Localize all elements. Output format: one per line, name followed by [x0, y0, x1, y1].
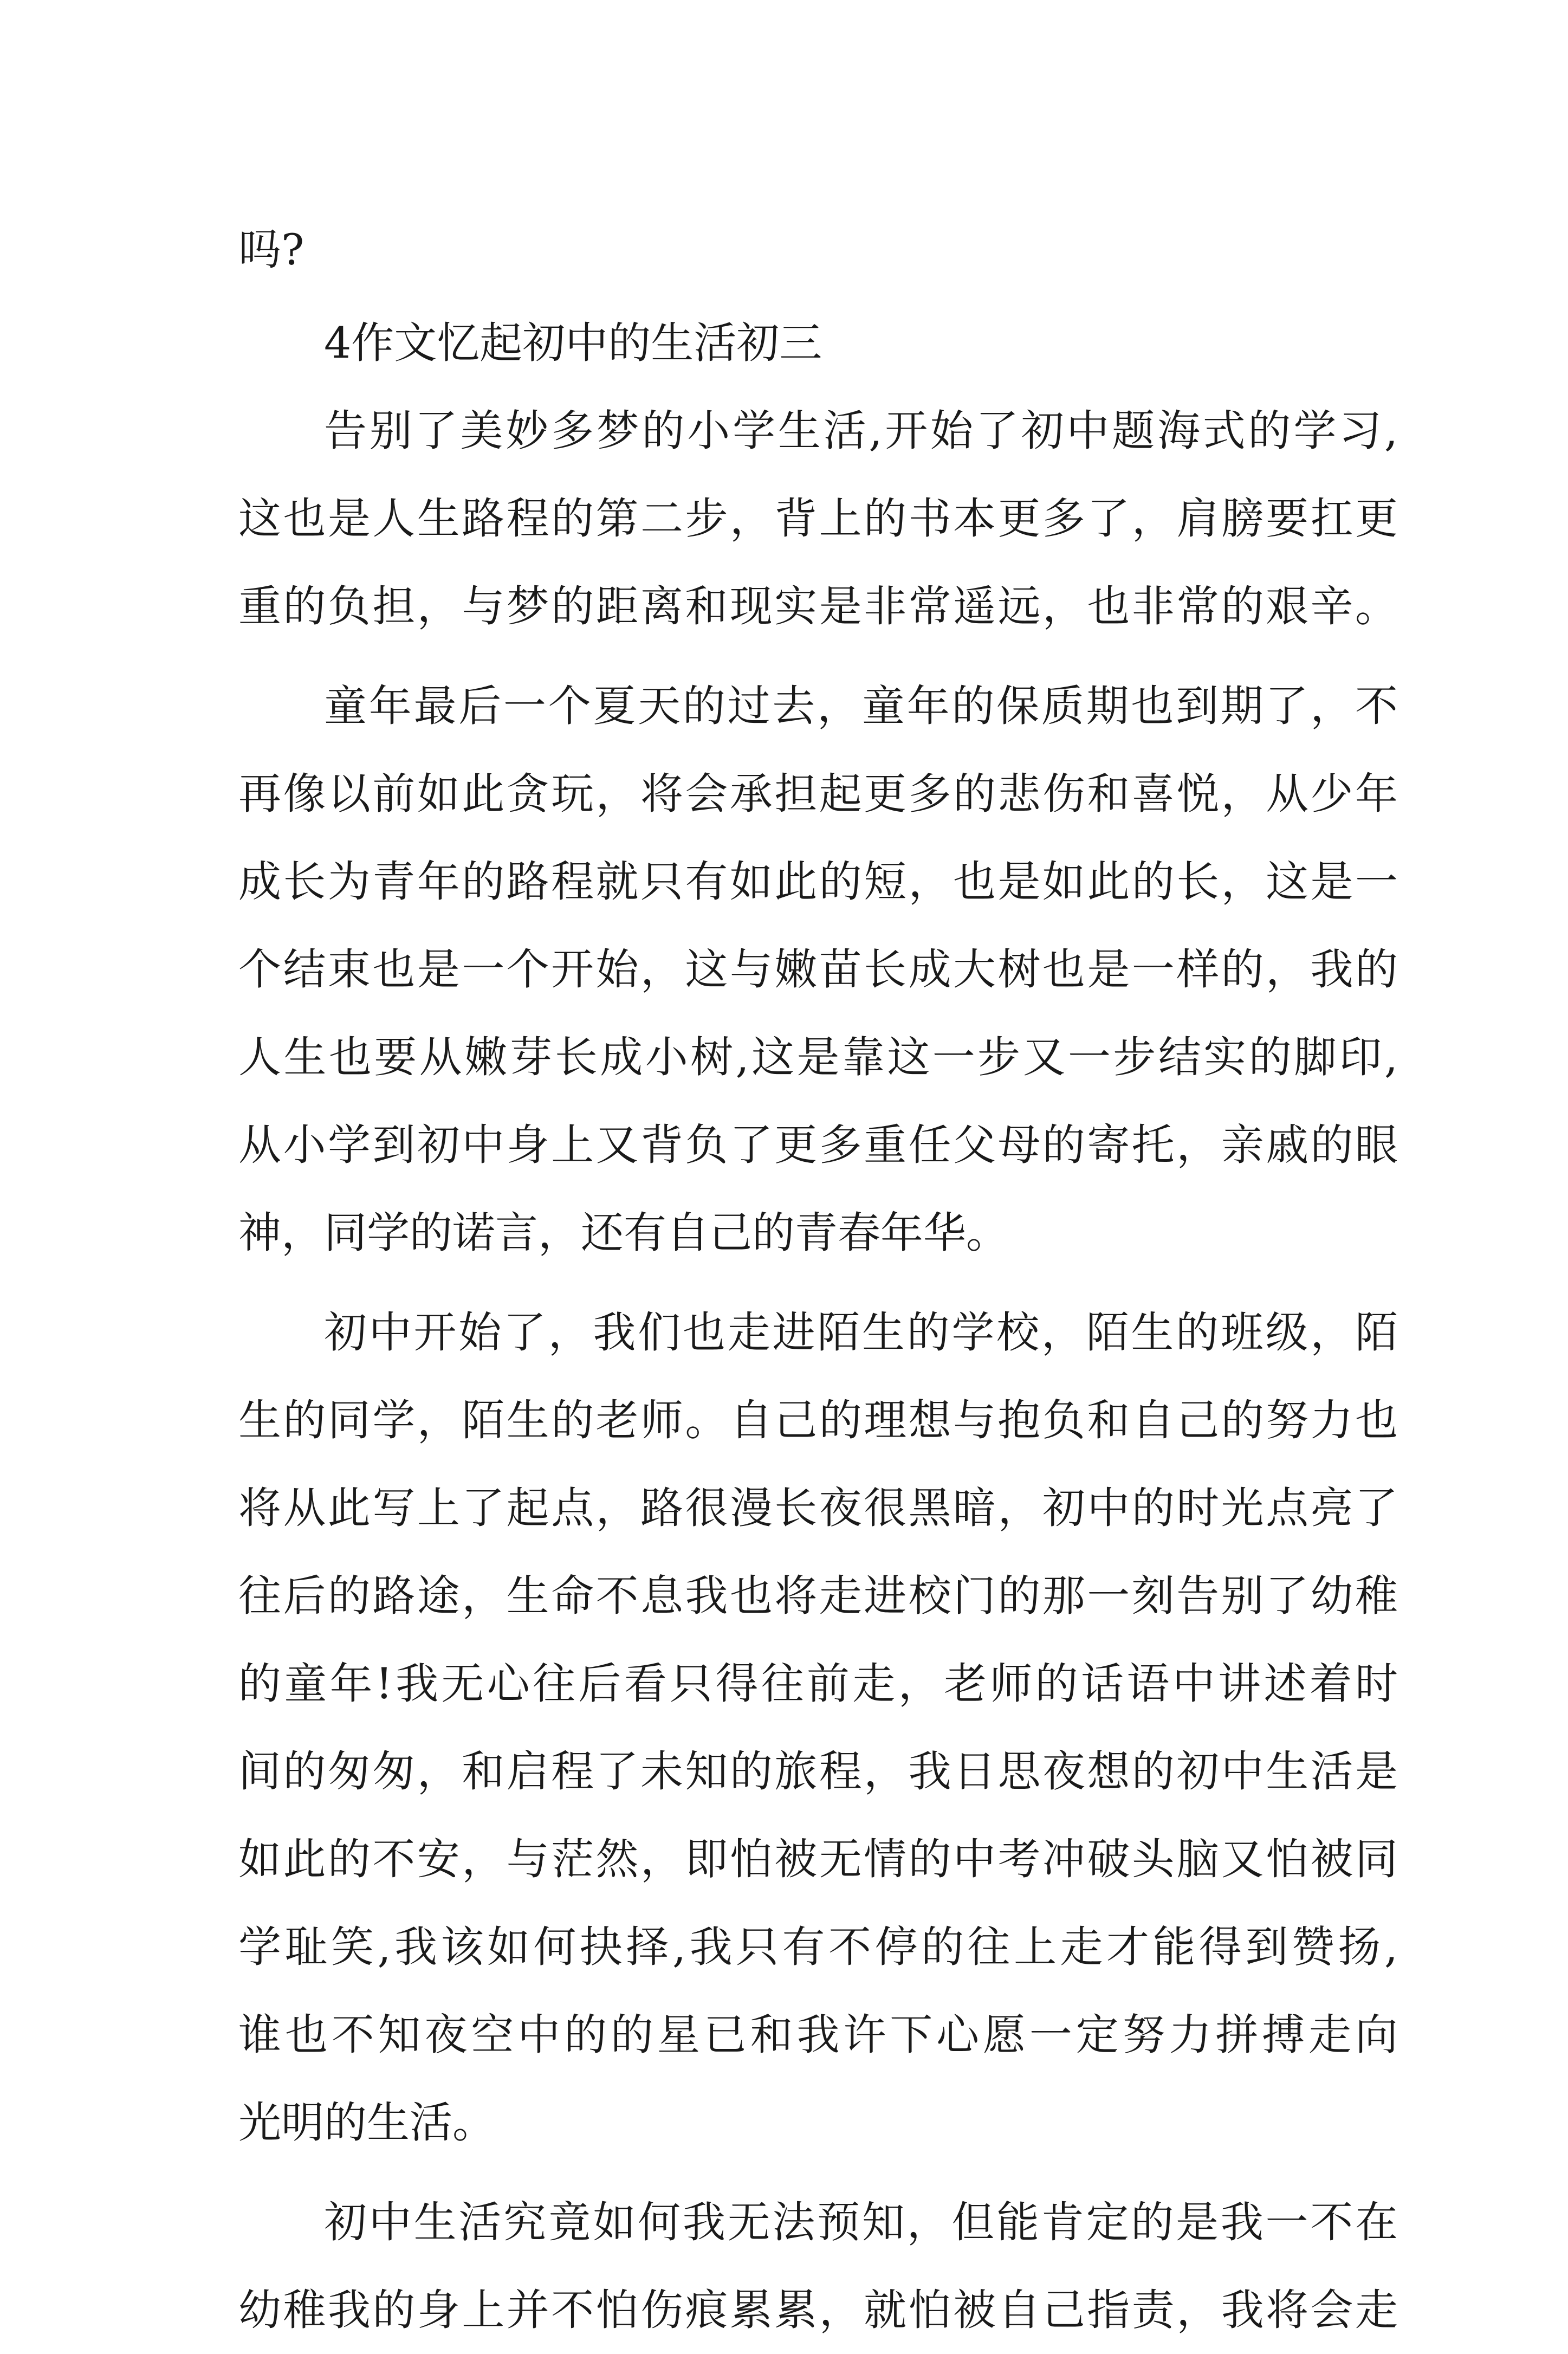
paragraph-4 — [238, 2178, 1398, 2354]
essay-heading: 4作文忆起初中的生活初三 — [324, 318, 822, 368]
paragraph-line: 成长为青年的路程就只有如此的短，也是如此的长，这是一 — [238, 857, 1398, 907]
paragraph-line: 童年最后一个夏天的过去，童年的保质期也到期了，不 — [324, 681, 1398, 731]
paragraph-line: 告别了美妙多梦的小学生活,开始了初中题海式的学习, — [324, 406, 1398, 456]
paragraph-3 — [238, 1289, 1398, 2167]
paragraph-line: 从小学到初中身上又背负了更多重任父母的寄托，亲戚的眼 — [238, 1120, 1398, 1170]
continuation-line: 吗? — [238, 225, 304, 275]
paragraph-line: 如此的不安，与茫然，即怕被无情的中考冲破头脑又怕被同 — [238, 1834, 1398, 1884]
paragraph-line: 幼稚我的身上并不怕伤痕累累，就怕被自己指责，我将会走 — [238, 2285, 1398, 2335]
paragraph-line: 谁也不知夜空中的的星已和我许下心愿一定努力拼搏走向 — [238, 2010, 1398, 2060]
paragraph-line: 学耻笑,我该如何抉择,我只有不停的往上走才能得到赞扬, — [238, 1922, 1398, 1972]
paragraph-line: 初中开始了，我们也走进陌生的学校，陌生的班级，陌 — [324, 1308, 1398, 1357]
paragraph-line: 个结束也是一个开始，这与嫩苗长成大树也是一样的，我的 — [238, 945, 1398, 994]
paragraph-line: 生的同学，陌生的老师。自己的理想与抱负和自己的努力也 — [238, 1395, 1398, 1445]
paragraph-line: 光明的生活。 — [238, 2098, 495, 2148]
paragraph-line: 间的匆匆，和启程了未知的旅程，我日思夜想的初中生活是 — [238, 1747, 1398, 1796]
paragraph-line: 初中生活究竟如何我无法预知，但能肯定的是我一不在 — [324, 2197, 1398, 2247]
paragraph-line: 往后的路途，生命不息我也将走进校门的那一刻告别了幼稚 — [238, 1571, 1398, 1621]
paragraph-line: 人生也要从嫩芽长成小树,这是靠这一步又一步结实的脚印, — [238, 1032, 1398, 1082]
paragraph-1 — [238, 387, 1398, 650]
paragraph-2 — [238, 662, 1398, 1277]
paragraph-line: 的童年!我无心往后看只得往前走，老师的话语中讲述着时 — [238, 1659, 1398, 1709]
paragraph-line: 重的负担，与梦的距离和现实是非常遥远，也非常的艰辛。 — [238, 581, 1398, 631]
document-body — [238, 206, 1398, 2354]
paragraph-line: 再像以前如此贪玩，将会承担起更多的悲伤和喜悦，从少年 — [238, 769, 1398, 819]
paragraph-line: 神，同学的诺言，还有自己的青春年华。 — [238, 1208, 1009, 1258]
paragraph-line: 将从此写上了起点，路很漫长夜很黑暗，初中的时光点亮了 — [238, 1483, 1398, 1533]
paragraph-line: 这也是人生路程的第二步，背上的书本更多了，肩膀要扛更 — [238, 494, 1398, 544]
